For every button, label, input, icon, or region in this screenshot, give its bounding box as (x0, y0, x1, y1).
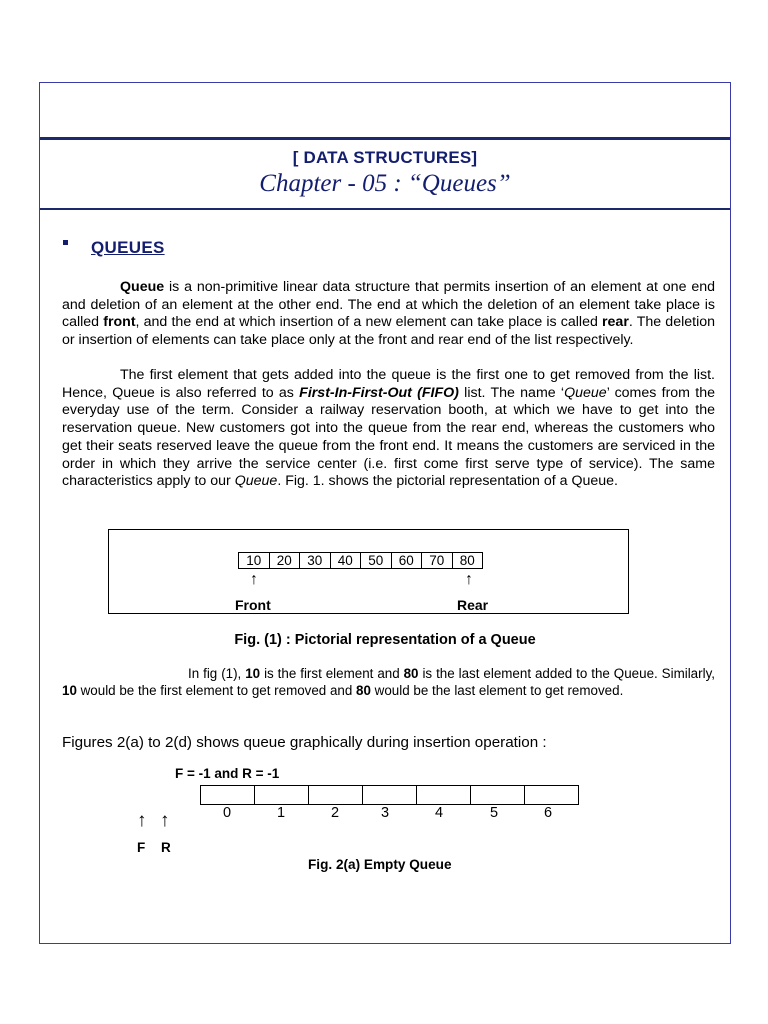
empty-queue-cell (417, 785, 471, 805)
paragraph-fifo (62, 367, 715, 491)
value-10: 10 (62, 682, 77, 698)
text-span: would be the first element to get removed and (76, 682, 357, 698)
value-10: 10 (245, 666, 261, 681)
term-queue: Queue (120, 279, 165, 295)
term-queue-italic: Queue (564, 384, 607, 401)
header-top-rule (40, 137, 730, 140)
empty-queue-cell (525, 785, 579, 805)
text-span: would be the last element to get removed. (370, 682, 624, 698)
figure-1-caption: Fig. (1) : Pictorial representation of a Queue (234, 632, 536, 648)
figure-1-box (108, 529, 629, 614)
index-label: 4 (434, 805, 444, 821)
front-label: Front (235, 597, 271, 613)
text-span: ’ comes from the everyday use of the term. Consider a railway reservation booth, at which we have to get into the reservation queue. New customers got into the queue from the rear end, whereas the customers who get their seats reserved leave the queue from the front end. It means the customers are serviced in the order in which they arrive the service center (i.e. first come first serve type of service). The same characteristics apply to our (62, 384, 715, 490)
f-arrow-icon: ↑ (137, 810, 147, 831)
rear-arrow-icon: ↑ (465, 571, 473, 588)
text-span: In fig (1), (188, 666, 246, 681)
empty-queue-cell (200, 785, 255, 805)
paragraph-definition (62, 279, 715, 350)
queue-cell: 70 (422, 552, 453, 569)
empty-queue-cell (255, 785, 309, 805)
front-arrow-icon: ↑ (250, 571, 258, 588)
f-label: F (137, 840, 146, 855)
index-label: 2 (330, 805, 340, 821)
text-span: is a non-primitive linear data structure that permits insertion of an element at one end and deletion of an element at the other end. The end at which the deletion of an element take place is called (62, 279, 715, 331)
header-label: [ DATA STRUCTURES] (292, 148, 478, 167)
queue-cell: 80 (453, 552, 484, 569)
text-span: is the first element and (260, 666, 404, 681)
text-span: is the last element added to the Queue. Similarly, (418, 666, 715, 681)
text-span: . Fig. 1. shows the pictorial representation of a Queue. (277, 473, 618, 490)
index-label: 1 (276, 805, 286, 821)
r-arrow-icon: ↑ (160, 810, 170, 831)
paragraph-insertion-intro: Figures 2(a) to 2(d) shows queue graphically during insertion operation : (62, 734, 547, 751)
queue-cell: 40 (331, 552, 362, 569)
figure-1-queue-cells (238, 552, 483, 569)
chapter-title: Chapter - 05 : “Queues” (259, 170, 511, 197)
queue-cell: 10 (238, 552, 270, 569)
r-label: R (161, 840, 171, 855)
bullet-icon (63, 240, 68, 245)
empty-queue-cell (471, 785, 525, 805)
rear-label: Rear (457, 597, 489, 613)
value-80: 80 (356, 682, 371, 698)
empty-queue-cell (309, 785, 363, 805)
text-span: list. The name ‘ (458, 384, 565, 401)
term-fifo: First-In-First-Out (FIFO) (299, 384, 459, 401)
queue-cell: 50 (361, 552, 392, 569)
index-label: 5 (489, 805, 499, 821)
empty-queue-cell (363, 785, 417, 805)
figure-2a-caption: Fig. 2(a) Empty Queue (308, 857, 452, 872)
figure-2a-queue-cells (200, 785, 579, 805)
index-label: 0 (222, 805, 232, 821)
value-80: 80 (403, 666, 419, 681)
text-span: The first element that gets added into the queue is the first one to get removed from the list. Hence, Queue is also referred to as (62, 367, 715, 401)
section-title: QUEUES (91, 238, 165, 257)
queue-cell: 20 (270, 552, 301, 569)
term-front: front (103, 314, 136, 331)
front-rear-values: F = -1 and R = -1 (175, 766, 280, 781)
text-span: , and the end at which insertion of a new element can take place is called (135, 314, 603, 331)
index-label: 3 (380, 805, 390, 821)
paragraph-fig1-explanation (62, 666, 715, 699)
term-queue-italic: Queue (234, 473, 278, 490)
header-bottom-rule (40, 208, 730, 210)
index-label: 6 (543, 805, 553, 821)
text-span: . The deletion or insertion of elements can take place only at the front and rear end of the list respectively. (62, 314, 715, 349)
term-rear: rear (602, 314, 629, 331)
queue-cell: 30 (300, 552, 331, 569)
queue-cell: 60 (392, 552, 423, 569)
